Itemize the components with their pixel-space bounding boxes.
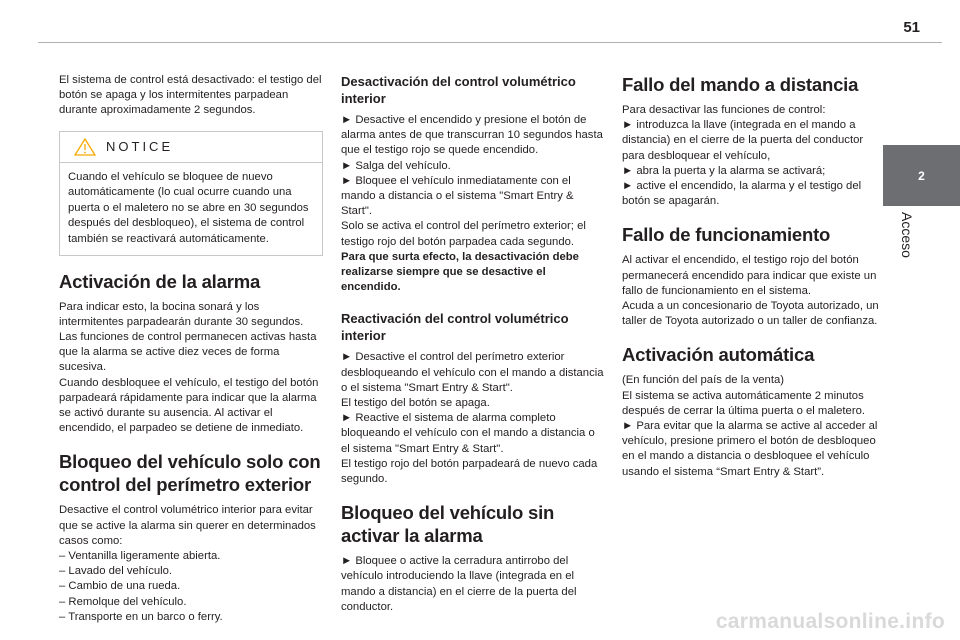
section-title-desactivacion-volumetrico: Desactivación del control volumétrico interior bbox=[341, 74, 576, 106]
column-1 bbox=[59, 73, 323, 625]
section-title-activacion-automatica: Activación automática bbox=[622, 344, 815, 366]
section-text-fallo-mando: Para desactivar las funciones de control: ► introduzca la llave (integrada en el mando a distancia) en el cierre de la puerta del conductor para desbloquear el vehículo, ► abra la puerta y la alarma se activará; ► active el encendido, la alarma y el testigo del botón se apagarán. bbox=[622, 104, 864, 208]
header-rule bbox=[38, 42, 942, 43]
column-2 bbox=[341, 73, 605, 615]
intro-paragraph: El sistema de control está desactivado: el testigo del botón se apaga y los intermitentes parpadean durante aproximadamente 2 segundos. bbox=[59, 74, 322, 117]
section-text-desactivacion-volumetrico: ► Desactive el encendido y presione el botón de alarma antes de que transcurran 10 segundos hasta que el testigo rojo se quede encendido. ► Salga del vehículo. ► Bloquee el vehículo inmediatamente con el mando a distancia o el sistema "Smart Entry & Start". Solo se activa el control del perímetro exterior; el testigo rojo del botón parpadea cada segundo. bbox=[341, 114, 603, 248]
section-title-fallo-mando: Fallo del mando a distancia bbox=[622, 74, 859, 95]
list-item: – Lavado del vehículo. bbox=[59, 565, 173, 578]
list-item: – Remolque del vehículo. bbox=[59, 595, 187, 608]
column-3 bbox=[622, 73, 886, 480]
chapter-label: Acceso bbox=[899, 212, 915, 258]
notice-box bbox=[59, 131, 323, 256]
page-number: 51 bbox=[903, 19, 920, 36]
notice-header bbox=[60, 132, 322, 163]
section-text-activacion-alarma: Para indicar esto, la bocina sonará y los intermitentes parpadearán durante 30 segundos. Las funciones de control permanecen activas hasta que la alarma se active diez veces de forma sucesiva. Cuando desbloquee el vehículo, el testigo del botón parpadeará rápidamente para indicar que la alarma se activó durante su ausencia. Al activar el encendido, el parpadeo se detiene de inmediato. bbox=[59, 300, 319, 435]
notice-text: Cuando el vehículo se bloquee de nuevo automáticamente (lo cual ocurre cuando una puerta o el maletero no se abre en 30 segundos después del desbloqueo), el sistema de control también se reactivará automáticamente. bbox=[68, 170, 309, 245]
notice-title: NOTICE bbox=[106, 139, 174, 154]
section-text-bloqueo-sin-alarma: ► Bloquee o active la cerradura antirrobo del vehículo introduciendo la llave (integrada en el mando a distancia) en el cierre de la puerta del conductor. bbox=[341, 555, 577, 613]
watermark-link[interactable]: carmanualsonline.info bbox=[715, 610, 945, 633]
chapter-tab[interactable] bbox=[883, 145, 960, 206]
section-title-bloqueo-sin-alarma: Bloqueo del vehículo sin activar la alarma bbox=[341, 502, 555, 547]
section-text-reactivacion-volumetrico: ► Desactive el control del perímetro exterior desbloqueando el vehículo con el mando a distancia o el sistema "Smart Entry & Start". El testigo del botón se apaga. ► Reactive el sistema de alarma completo bloqueando el vehículo con el mando a distancia o el sistema "Smart Entry & Start". El testigo rojo del botón parpadeará de nuevo cada segundo. bbox=[341, 351, 604, 486]
list-item: – Transporte en un barco o ferry. bbox=[59, 610, 223, 623]
section-text-fallo-funcionamiento: Al activar el encendido, el testigo rojo del botón permanecerá encendido para indicar que existe un fallo de funcionamiento en el sistema. Acuda a un concesionario de Toyota autorizado, un taller de Toyota autorizado o un taller de confianza. bbox=[622, 254, 879, 328]
section-title-activacion-alarma: Activación de la alarma bbox=[59, 270, 261, 292]
section-text-bloqueo-perimetro: Desactive el control volumétrico interior para evitar que se active la alarma sin querer en determinados casos como: bbox=[59, 504, 316, 547]
section-text-activacion-automatica: (En función del país de la venta) El sistema se activa automáticamente 2 minutos después de cerrar la última puerta o el maletero. ► Para evitar que la alarma se active al acceder al vehículo, presione primero el botón de desbloqueo en el mando a distancia o desbloquee el vehículo usando el sistema “Smart Entry & Start”. bbox=[622, 374, 878, 478]
bold-note: Para que surta efecto, la desactivación debe realizarse siempre que se desactive el encendido. bbox=[341, 250, 579, 294]
section-title-reactivacion-volumetrico: Reactivación del control volumétrico interior bbox=[341, 311, 569, 344]
chapter-label-container bbox=[895, 212, 955, 282]
list-item: – Ventanilla ligeramente abierta. bbox=[59, 550, 221, 563]
list-item: – Cambio de una rueda. bbox=[59, 580, 181, 593]
case-list bbox=[59, 549, 323, 625]
chapter-number: 2 bbox=[918, 168, 925, 183]
warning-icon bbox=[74, 138, 96, 156]
section-title-fallo-funcionamiento: Fallo de funcionamiento bbox=[622, 224, 831, 246]
section-title-bloqueo-perimetro: Bloqueo del vehículo solo con control del perímetro exterior bbox=[59, 451, 321, 496]
